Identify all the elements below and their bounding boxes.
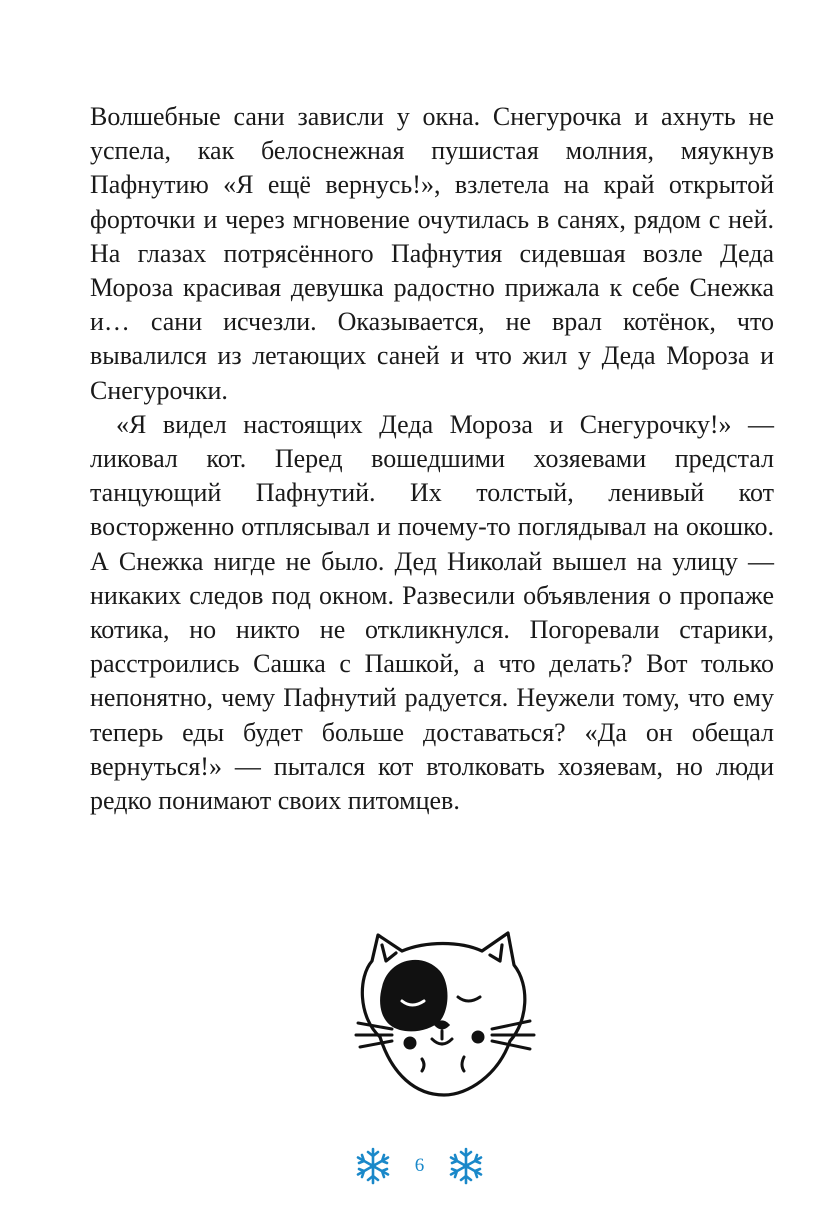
paragraph-1: Волшебные сани зависли у окна. Снегурочка и ахнуть не успела, как белоснежная пушистая молния, мяукнув Пафнутию «Я ещё вернусь!», взлетела на край открытой форточки и через мгновение очутилась в санях, рядом с ней. На глазах потрясённого Пафнутия сидевшая возле Деда Мороза красивая девушка радостно прижала к себе Снежка и… сани исчезли. Оказывается, не врал котёнок, что вывалился из летающих саней и что жил у Деда Мороза и Снегурочки. xyxy=(90,102,774,405)
body-text xyxy=(90,100,774,818)
page-number: 6 xyxy=(414,1155,425,1176)
paragraph-2: «Я видел настоящих Деда Мороза и Снегурочку!» — ликовал кот. Перед вошедшими хозяевами предстал танцующий Пафнутий. Их толстый, ленивый кот восторженно отплясывал и почему-то поглядывал на окошко. А Снежка нигде не было. Дед Николай вышел на улицу — никаких следов под окном. Развесили объявления о пропаже котика, но никто не откликнулся. Погоревали старики, расстроились Сашка с Пашкой, а что делать? Вот только непонятно, чему Пафнутий радуется. Неужели тому, что ему теперь еды будет больше доставаться? «Да он обещал вернуться!» — пытался кот втолковать хозяевам, но люди редко понимают своих питомцев. xyxy=(90,409,774,816)
page-footer xyxy=(0,1138,839,1194)
cat-face-icon xyxy=(352,925,538,1100)
snowflake-icon xyxy=(353,1146,393,1186)
snowflake-icon xyxy=(446,1146,486,1186)
